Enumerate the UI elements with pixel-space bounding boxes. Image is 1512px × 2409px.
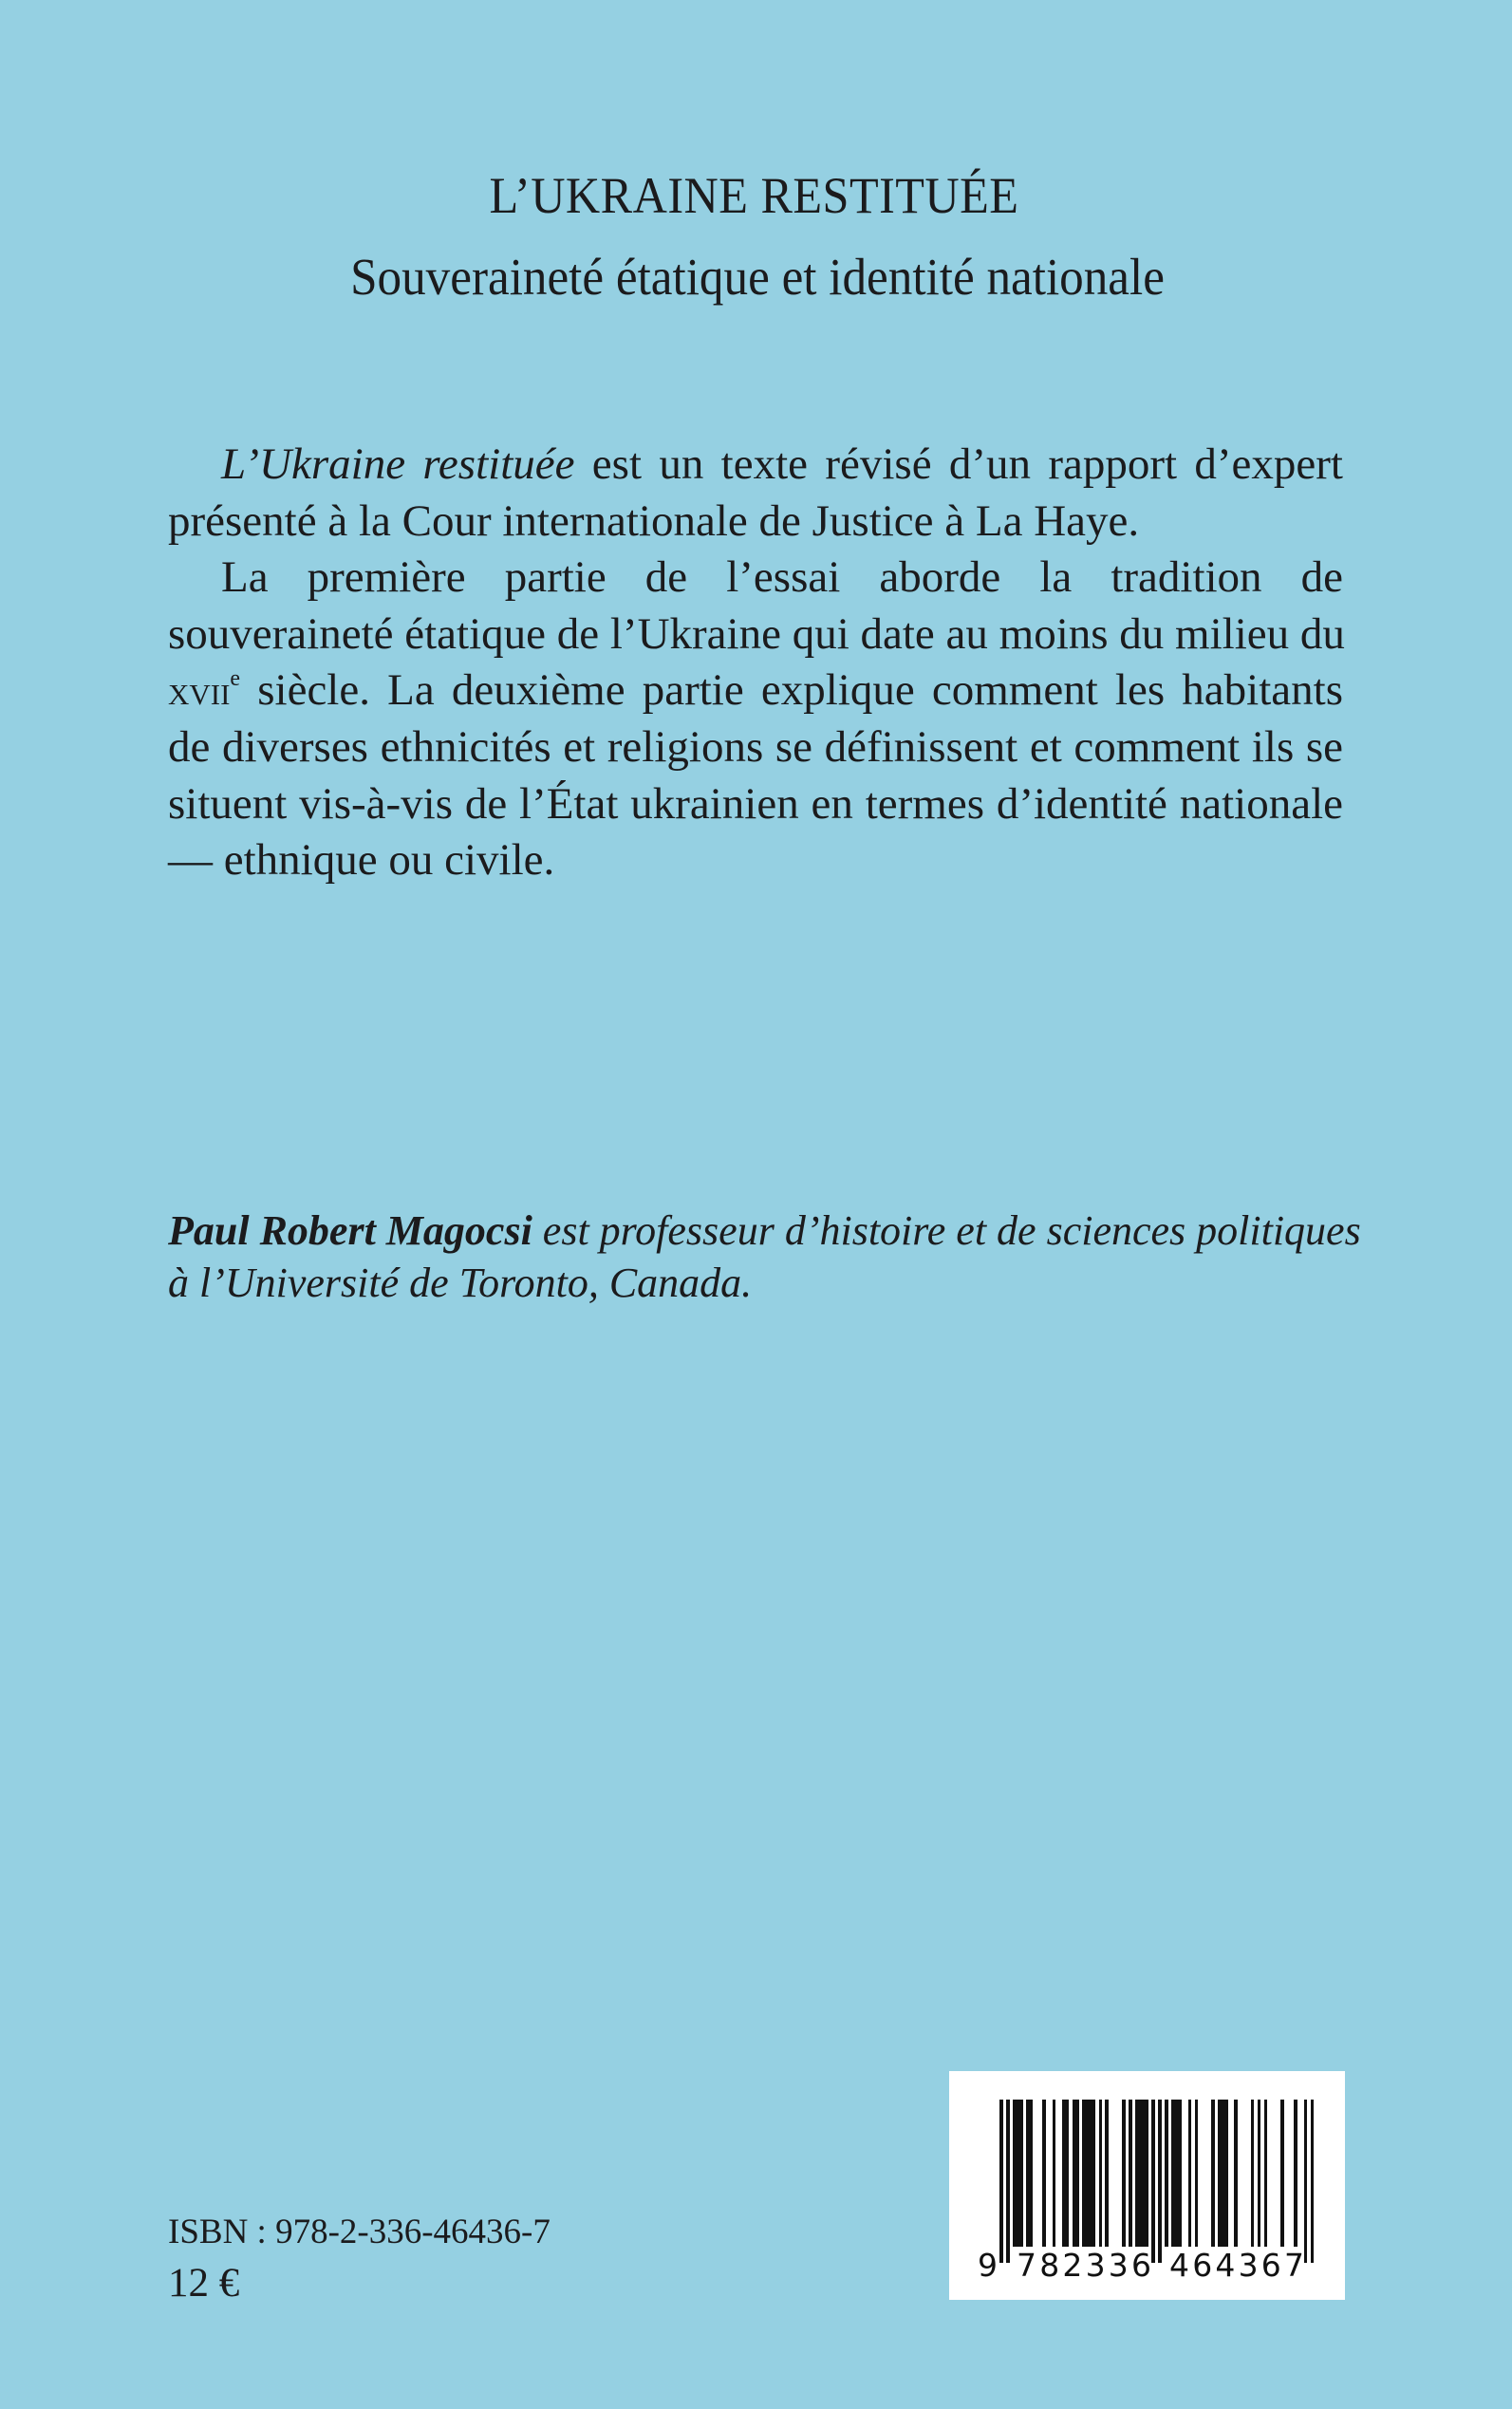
book-subtitle: Souveraineté étatique et identité nationale: [350, 248, 1165, 306]
italic-book-title: L’Ukraine restituée: [221, 439, 575, 489]
barcode-bar: [1165, 2100, 1168, 2247]
barcode-first-digit: 9: [978, 2247, 998, 2284]
barcode-bar: [1075, 2100, 1079, 2247]
barcode-bar: [1019, 2100, 1023, 2247]
barcode-digit: 4: [1169, 2247, 1189, 2284]
barcode-digit: 7: [1283, 2247, 1304, 2284]
barcode-bar: [1188, 2100, 1192, 2247]
barcode-bar: [1195, 2100, 1199, 2247]
description-line: xvii$^e$ siècle. La deuxième partie explique comment les habitants: [168, 665, 1343, 716]
barcode-bar: [1145, 2100, 1148, 2247]
description-line: La première partie de l’essai aborde la tradition de: [221, 552, 1343, 603]
price: 12 €: [168, 2261, 240, 2306]
isbn: ISBN : 978-2-336-46436-7: [168, 2213, 551, 2251]
author-bio-line: à l’Université de Toronto, Canada.: [168, 1260, 753, 1306]
description-line: de diverses ethnicités et religions se définissent et comment ils se: [168, 721, 1343, 772]
barcode-bar: [1224, 2100, 1228, 2247]
barcode-bar: [1234, 2100, 1238, 2247]
barcode-bar: [1251, 2100, 1255, 2247]
barcode-bar: [1264, 2100, 1268, 2247]
barcode: [949, 2071, 1345, 2300]
barcode-digit: 6: [1260, 2247, 1281, 2284]
barcode-digit: 3: [1238, 2247, 1259, 2284]
barcode-digit: 4: [1215, 2247, 1236, 2284]
book-title: L’UKRAINE RESTITUÉE: [489, 167, 1019, 224]
barcode-bar: [1258, 2100, 1261, 2247]
barcode-bar: [1042, 2100, 1046, 2247]
author-bio: [168, 1204, 1361, 1309]
barcode-bar: [1066, 2100, 1070, 2247]
barcode-bar: [1178, 2100, 1182, 2247]
barcode-bar: [1029, 2100, 1033, 2247]
barcode-bar: [1294, 2100, 1297, 2247]
barcode-digit: 8: [1039, 2247, 1060, 2284]
description-line: souveraineté étatique de l’Ukraine qui date au moins du milieu du: [168, 608, 1345, 659]
description-line: — ethnique ou civile.: [168, 835, 555, 886]
barcode-bar: [1053, 2100, 1056, 2247]
barcode-bar: [1311, 2100, 1315, 2263]
barcode-bar: [999, 2100, 1003, 2263]
author-bio-line: Paul Robert Magocsi est professeur d’histoire et de sciences politiques: [168, 1207, 1361, 1254]
barcode-digit: 6: [1192, 2247, 1213, 2284]
barcode-bar: [1105, 2100, 1109, 2247]
barcode-digit: 7: [1017, 2247, 1036, 2284]
barcode-bar: [1304, 2100, 1308, 2263]
century-numeral: xvii: [168, 667, 231, 715]
barcode-left-digits: [1017, 2247, 1151, 2284]
description-text: [168, 437, 1343, 889]
barcode-bars: [999, 2100, 1314, 2263]
barcode-digit: 3: [1085, 2247, 1106, 2284]
description-line: situent vis-à-vis de l’État ukrainien en termes d’identité nationale: [168, 778, 1343, 829]
barcode-right-digits: [1169, 2247, 1304, 2284]
barcode-bar: [1122, 2100, 1126, 2247]
barcode-bar: [1092, 2100, 1096, 2247]
description-line: L’Ukraine restituée est un texte révisé d’un rapport d’expert: [221, 439, 1343, 489]
barcode-bar: [1099, 2100, 1103, 2247]
author-name: Paul Robert Magocsi: [168, 1207, 532, 1254]
barcode-bar: [1211, 2100, 1215, 2247]
description-line: présenté à la Cour internationale de Justice à La Haye.: [168, 495, 1140, 546]
barcode-bar: [1280, 2100, 1284, 2247]
barcode-digit: 3: [1108, 2247, 1129, 2284]
barcode-bar: [1129, 2100, 1132, 2247]
barcode-bar: [1151, 2100, 1155, 2263]
barcode-bar: [1158, 2100, 1162, 2263]
barcode-digit: 6: [1130, 2247, 1151, 2284]
barcode-bar: [1006, 2100, 1010, 2263]
barcode-digit: 2: [1062, 2247, 1083, 2284]
